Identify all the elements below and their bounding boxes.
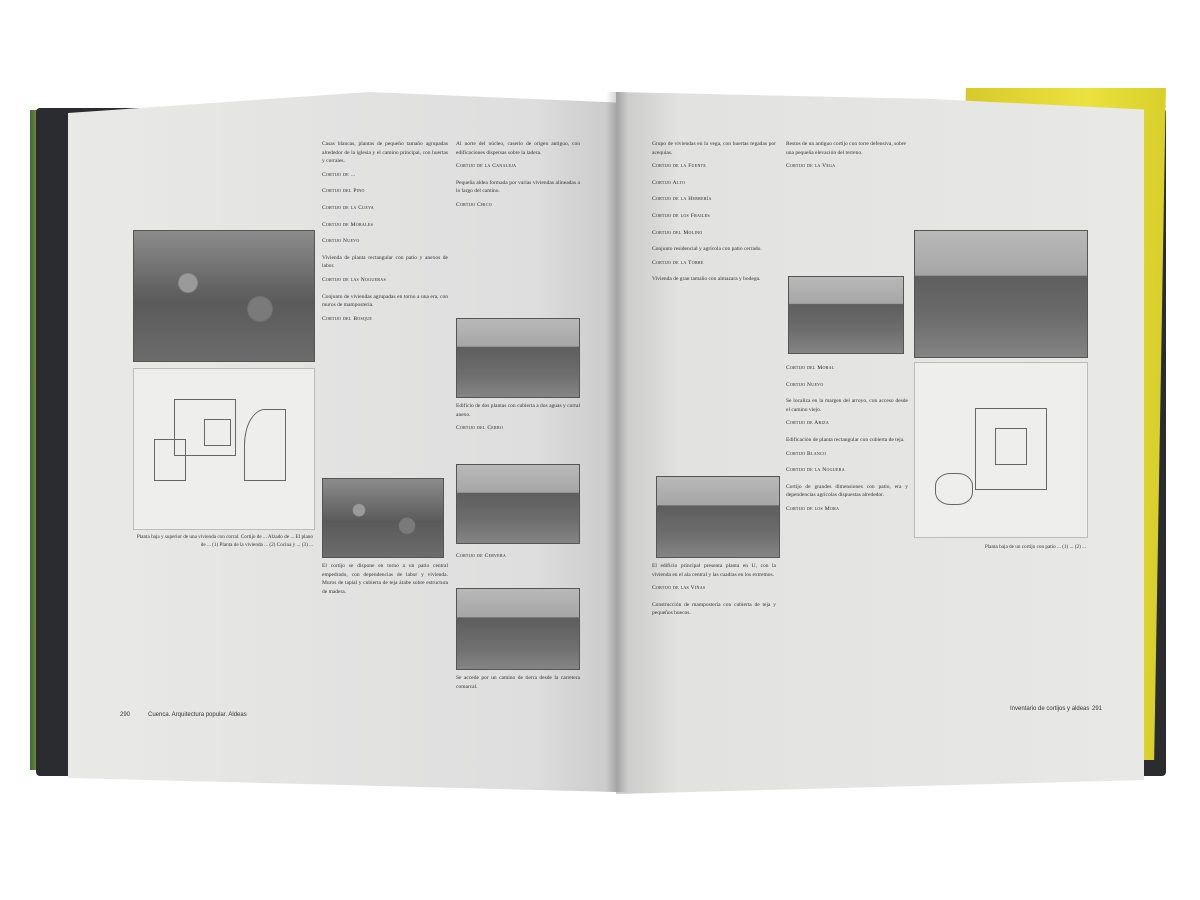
photo-tree-house: [456, 318, 580, 398]
heading: Cortijo de ...: [322, 171, 356, 178]
photo-village-field: [456, 588, 580, 670]
left-column-2: Al norte del núcleo, caserío de origen antiguo, con edificaciones dispersas sobre la ladera. Cortijo de la Canaleja Pequeña aldea formada por varias viviendas alineadas a lo largo del camino. Cortijo Chico: [456, 141, 580, 208]
right-column-1: Grupo de viviendas en la vega, con huertas regadas por acequias. Cortijo de la Fuente Cortijo Alto Cortijo de la Herrería Cortijo de los Frailes Cortijo del Molino Conjunto residencial y agrícola con patio cerrado. Cortijo de la Torre Vivienda de gran tamaño con almazara y bodega.: [652, 141, 776, 283]
heading: Cortijo de Morales: [322, 221, 374, 228]
left-column-2-mid2: [456, 548, 580, 578]
heading: Cortijo Blanco: [786, 450, 827, 457]
left-running-foot: Cuenca. Arquitectura popular. Aldeas: [148, 712, 247, 718]
photo-hill-ruins: [656, 476, 780, 558]
left-plan-caption: Planta baja y superior de una vivienda con corral. Cortijo de ... Alzado de ... El plano de ... (1) Planta de la vivienda ... (2) Cocina y ... (3) ...: [136, 534, 313, 548]
heading: Cortijo de la Vega: [786, 163, 836, 170]
photo-hamlet: [788, 276, 904, 354]
heading: Cortijo Alto: [652, 179, 686, 186]
heading: Cortijo de las Viñas: [652, 585, 706, 592]
heading: Cortijo de Cervera: [456, 553, 507, 559]
left-column-2-bottom: Se accede por un camino de tierra desde la carretera comarcal.: [456, 675, 580, 690]
right-column-2-bottom: Cortijo del Moral Cortijo Nuevo Se localiza en la margen del arroyo, con acceso desde el camino viejo. Cortijo de Ariza Edificación de planta rectangular con cubierta de teja. Cortijo Blanco Cortijo de la Noguera Cortijo de grandes dimensiones con patio, era y dependencias agrícolas dispuestas alrededor. Cortijo de los Mora: [786, 365, 908, 512]
heading: Cortijo de Ariza: [786, 420, 830, 427]
heading: Cortijo de los Frailes: [652, 212, 710, 219]
left-folio: 290: [120, 712, 131, 718]
heading: Cortijo de la Torre: [652, 259, 704, 266]
heading: Cortijo de las Nogueras: [322, 276, 386, 283]
book-gutter: [606, 92, 628, 792]
heading: Cortijo Chico: [456, 201, 492, 208]
right-folio: 291: [1092, 706, 1103, 712]
floor-plan-drawing: [133, 368, 315, 530]
right-column-1-bottom: El edificio principal presenta planta en U, con la vivienda en el ala central y las cuadras en los extremos. Cortijo de las Viñas Construcción de mampostería con cubierta de teja y pequeños huecos.: [652, 563, 776, 617]
heading: Cortijo Nuevo: [322, 238, 360, 245]
heading: Cortijo de la Canaleja: [456, 163, 517, 170]
photo-farmhouse: [322, 478, 444, 558]
right-running-foot: Inventario de cortijos y aldeas: [1010, 706, 1090, 712]
photo-hillside-village: [133, 230, 315, 362]
heading: Cortijo del Pino: [322, 188, 365, 195]
left-column-1-bottom: El cortijo se dispone en torno a un patio central empedrado, con dependencias de labor y vivienda. Muros de tapial y cubierta de teja árabe sobre estructura de madera.: [322, 563, 448, 595]
heading: Cortijo de la Cueva: [322, 204, 374, 211]
left-column-2-mid: Edificio de dos plantas con cubierta a dos aguas y corral anexo. Cortijo del Cerro: [456, 403, 580, 432]
heading: Cortijo de los Mora: [786, 505, 840, 512]
heading: Cortijo del Molino: [652, 229, 703, 236]
heading: Cortijo del Cerro: [456, 425, 504, 432]
photo-valley: [456, 464, 580, 544]
right-floor-plan-drawing: [914, 362, 1088, 538]
right-plan-caption: Planta baja de un cortijo con patio ... (1) ... (2) ...: [984, 544, 1086, 550]
right-column-2: Restos de un antiguo cortijo con torre defensiva, sobre una pequeña elevación del terreno. Cortijo de la Vega: [786, 141, 906, 170]
heading: Cortijo de la Fuente: [652, 163, 707, 170]
photo-rural-landscape: [914, 230, 1088, 358]
heading: Cortijo del Moral: [786, 365, 835, 371]
heading: Cortijo Nuevo: [786, 381, 824, 388]
left-column-1: Casas blancas, plantas de pequeño tamaño agrupadas alrededor de la iglesia y el camino principal, con huertas y corrales. Cortijo de ... Cortijo del Pino Cortijo de la Cueva Cortijo de Morales Cortijo Nuevo Vivienda de planta rectangular con patio y anexos de labor. Cortijo de las Nogueras Conjunto de viviendas agrupadas en torno a una era, con muros de mampostería. Cortijo del Bosque: [322, 141, 448, 322]
heading: Cortijo de la Noguera: [786, 467, 845, 474]
heading: Cortijo de la Herrería: [652, 196, 712, 203]
heading: Cortijo del Bosque: [322, 315, 373, 322]
